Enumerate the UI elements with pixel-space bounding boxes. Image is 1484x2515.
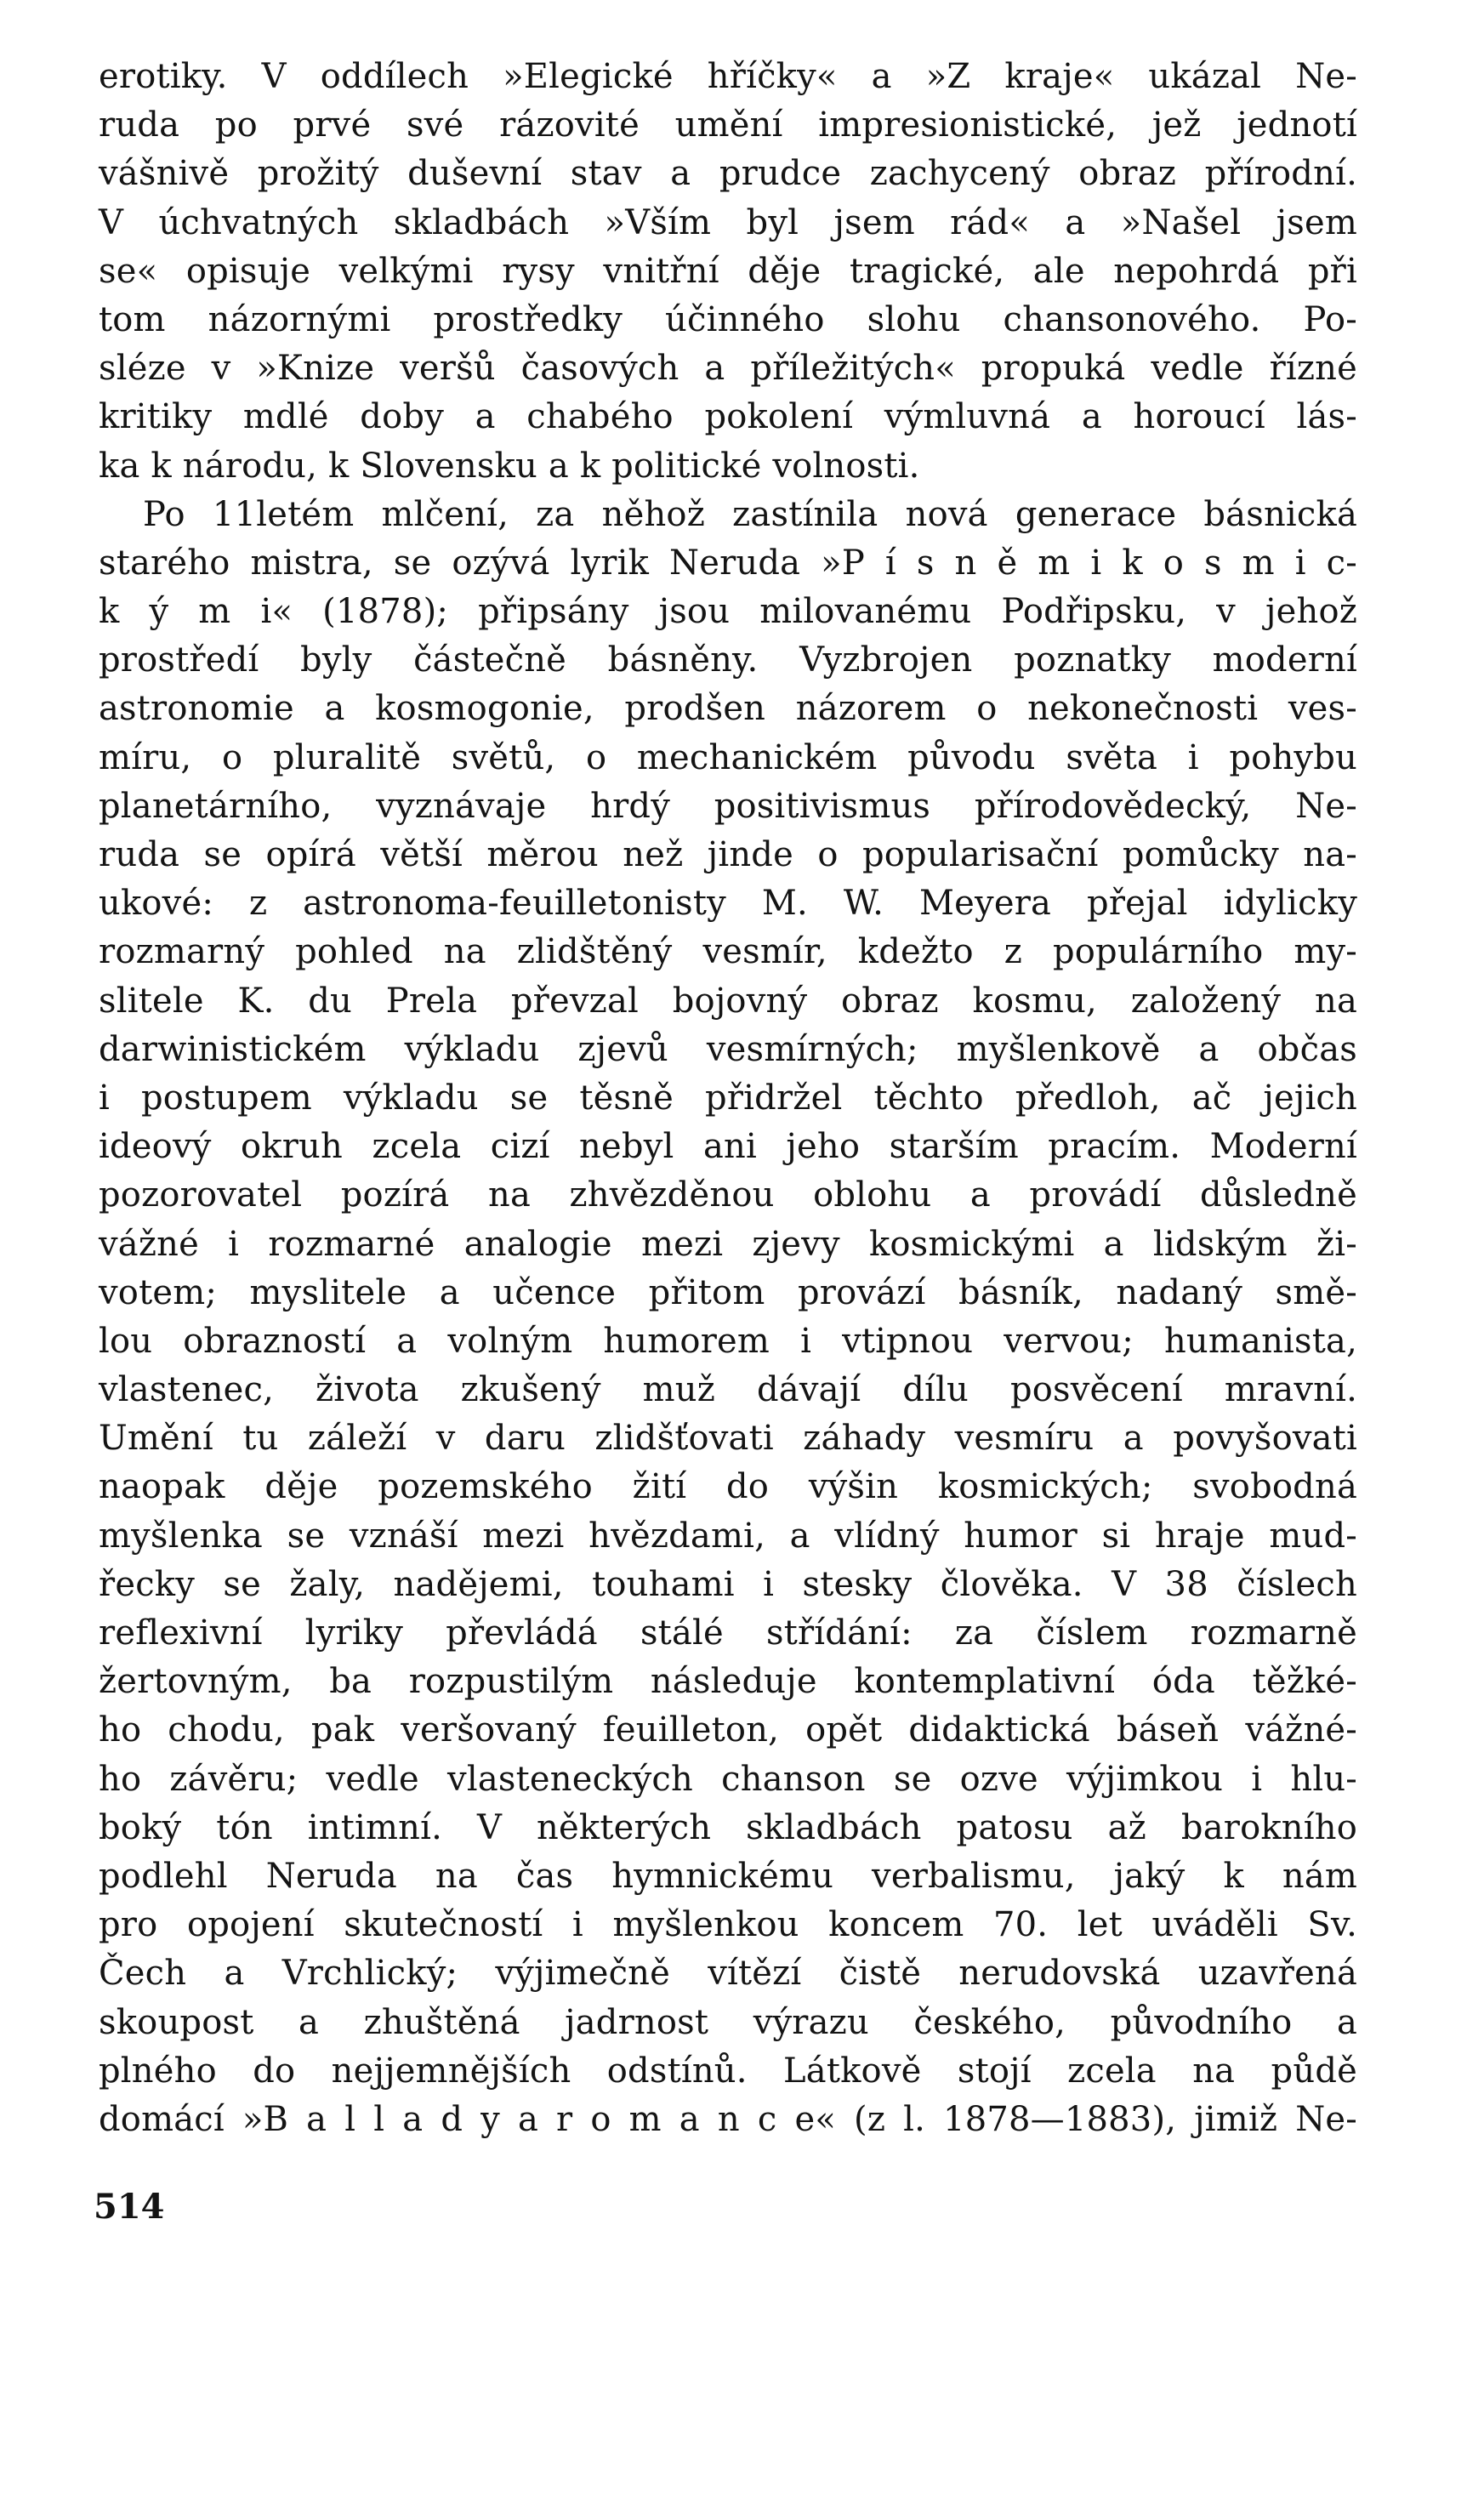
- text-line: ruda po prvé své rázovité umění impresionistické, jež jednotí: [99, 105, 1357, 145]
- text-line: V úchvatných skladbách »Vším byl jsem rád« a »Našel jsem: [99, 202, 1357, 242]
- text-line: ho závěru; vedle vlasteneckých chanson se ozve výjimkou i hlu-: [99, 1759, 1357, 1799]
- text-line: podlehl Neruda na čas hymnickému verbalismu, jaký k nám: [99, 1856, 1357, 1896]
- text-line: sléze v »Knize veršů časových a příležitých« propuká vedle řízné: [99, 349, 1357, 389]
- text-line: k ý m i« (1878); připsány jsou milovanému Podřipsku, v jehož: [99, 592, 1357, 632]
- text-line: tom názornými prostředky účinného slohu chansonového. Po-: [99, 299, 1357, 339]
- text-line: žertovným, ba rozpustilým následuje kontemplativní óda těžké-: [99, 1662, 1357, 1702]
- text-line: vlastenec, života zkušený muž dávají dílu posvěcení mravní.: [99, 1370, 1357, 1410]
- text-line: kritiky mdlé doby a chabého pokolení výmluvná a horoucí lás-: [99, 397, 1357, 437]
- text-line: boký tón intimní. V některých skladbách patosu až barokního: [99, 1807, 1357, 1847]
- text-line: domácí »B a l l a d y a r o m a n c e« (z l. 1878—1883), jimiž Ne-: [99, 2099, 1357, 2139]
- paragraph-start-line: Po 11letém mlčení, za něhož zastínila nová generace básnická: [143, 494, 1357, 534]
- text-line: vášnivě prožitý duševní stav a prudce zachycený obraz přírodní.: [99, 154, 1357, 194]
- text-line: pozorovatel pozírá na zhvězděnou oblohu a provádí důsledně: [99, 1175, 1357, 1215]
- text-line: Umění tu záleží v daru zlidšťovati záhady vesmíru a povyšovati: [99, 1419, 1357, 1459]
- paragraph-end-line: ka k národu, k Slovensku a k politické volnosti.: [99, 446, 920, 486]
- text-line: votem; myslitele a učence přitom provází básník, nadaný smě-: [99, 1272, 1357, 1312]
- text-line: ukové: z astronoma-feuilletonisty M. W. Meyera přejal idylicky: [99, 884, 1357, 924]
- text-line: ho chodu, pak veršovaný feuilleton, opět didaktická báseň vážné-: [99, 1710, 1357, 1750]
- text-line: slitele K. du Prela převzal bojovný obraz kosmu, založený na: [99, 981, 1357, 1021]
- text-line: erotiky. V oddílech »Elegické hříčky« a »Z kraje« ukázal Ne-: [99, 57, 1357, 96]
- text-line: pro opojení skutečností i myšlenkou koncem 70. let uváděli Sv.: [99, 1905, 1357, 1945]
- text-line: ideový okruh zcela cizí nebyl ani jeho starším pracím. Moderní: [99, 1127, 1357, 1167]
- text-line: astronomie a kosmogonie, prodšen názorem o nekonečnosti ves-: [99, 689, 1357, 729]
- text-line: planetárního, vyznávaje hrdý positivismus přírodovědecký, Ne-: [99, 786, 1357, 826]
- text-line: vážné i rozmarné analogie mezi zjevy kosmickými a lidským ži-: [99, 1224, 1357, 1264]
- text-line: starého mistra, se ozývá lyrik Neruda »P í s n ě m i k o s m i c-: [99, 543, 1357, 583]
- text-line: Čech a Vrchlický; výjimečně vítězí čistě nerudovská uzavřená: [99, 1954, 1357, 1994]
- text-line: míru, o pluralitě světů, o mechanickém původu světa i pohybu: [99, 737, 1357, 777]
- page-number: 514: [94, 2187, 165, 2227]
- text-line: naopak děje pozemského žití do výšin kosmických; svobodná: [99, 1467, 1357, 1507]
- text-line: i postupem výkladu se těsně přidržel těchto předloh, ač jejich: [99, 1078, 1357, 1118]
- text-line: myšlenka se vznáší mezi hvězdami, a vlídný humor si hraje mud-: [99, 1516, 1357, 1556]
- text-line: prostředí byly částečně básněny. Vyzbrojen poznatky moderní: [99, 640, 1357, 680]
- text-line: skoupost a zhuštěná jadrnost výrazu českého, původního a: [99, 2002, 1357, 2042]
- text-line: rozmarný pohled na zlidštěný vesmír, kdežto z populárního my-: [99, 932, 1357, 972]
- text-line: lou obrazností a volným humorem i vtipnou vervou; humanista,: [99, 1321, 1357, 1361]
- text-line: se« opisuje velkými rysy vnitřní děje tragické, ale nepohrdá při: [99, 251, 1357, 291]
- text-line: řecky se žaly, nadějemi, touhami i stesky člověka. V 38 číslech: [99, 1564, 1357, 1604]
- body-text: [99, 53, 1357, 2144]
- text-line: ruda se opírá větší měrou než jinde o popularisační pomůcky na-: [99, 835, 1357, 874]
- text-line: plného do nejjemnějších odstínů. Látkově stojí zcela na půdě: [99, 2051, 1357, 2091]
- text-line: reflexivní lyriky převládá stálé střídání: za číslem rozmarně: [99, 1613, 1357, 1653]
- text-line: darwinistickém výkladu zjevů vesmírných; myšlenkově a občas: [99, 1029, 1357, 1069]
